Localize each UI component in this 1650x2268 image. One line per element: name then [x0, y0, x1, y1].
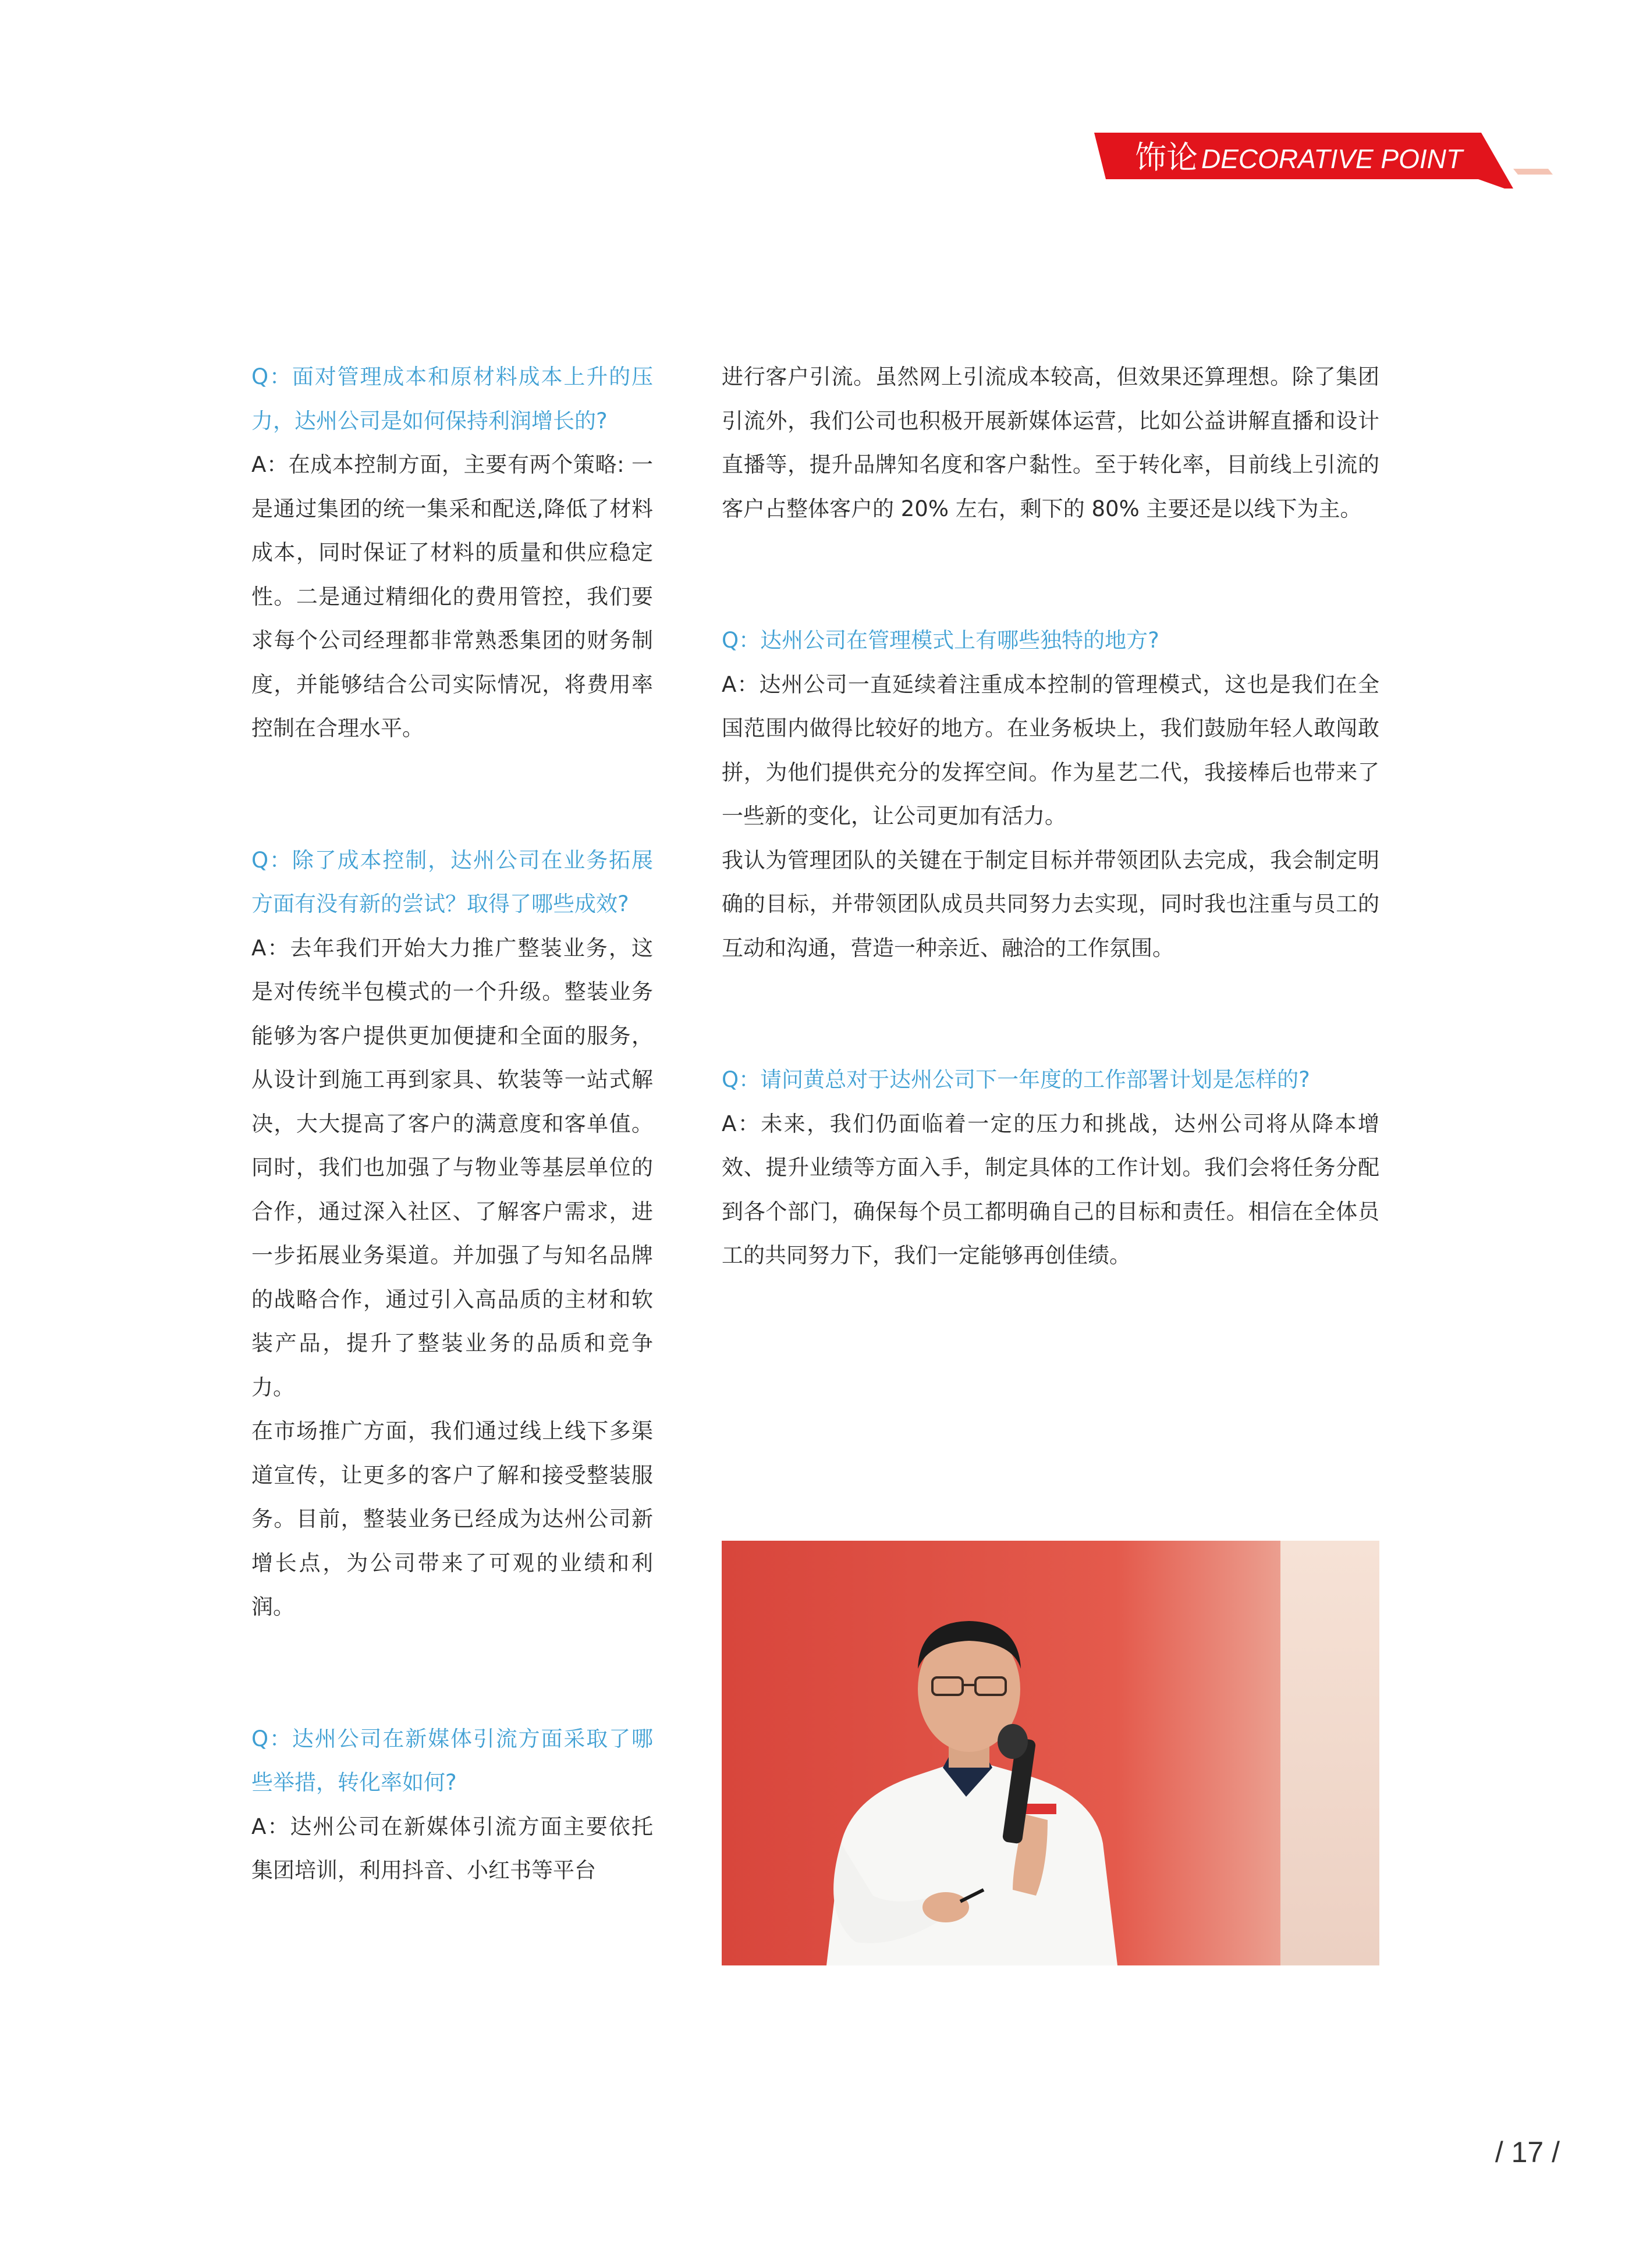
question-text: Q：除了成本控制，达州公司在业务拓展方面有没有新的尝试？取得了哪些成效? [251, 847, 653, 916]
answer-text: 在市场推广方面，我们通过线上线下多渠道宣传，让更多的客户了解和接受整装服务。目前，整装业务已经成为达州公司新增长点，为公司带来了可观的业绩和利润。 [251, 1419, 653, 1619]
page-number: / 17 / [1495, 2136, 1560, 2169]
question-text: Q：请问黄总对于达州公司下一年度的工作部署计划是怎样的? [722, 1067, 1310, 1092]
section-gap [251, 1629, 653, 1717]
section-title-en: DECORATIVE POINT [1201, 144, 1463, 174]
right-column [722, 355, 1379, 1278]
answer-text: 我认为管理团队的关键在于制定目标并带领团队去完成，我会制定明确的目标，并带领团队成员共同努力去实现，同时我也注重与员工的互动和沟通，营造一种亲近、融洽的工作氛围。 [722, 847, 1379, 961]
answer-text: A：达州公司一直延续着注重成本控制的管理模式，这也是我们在全国范围内做得比较好的地方。在业务板块上，我们鼓励年轻人敢闯敢拼，为他们提供充分的发挥空间。作为星艺二代，我接棒后也带来了一些新的变化，让公司更加有活力。 [722, 671, 1379, 829]
left-hand [922, 1892, 969, 1922]
answer-text: A：去年我们开始大力推广整装业务，这是对传统半包模式的一个升级。整装业务能够为客户提供更加便捷和全面的服务，从设计到施工再到家具、软装等一站式解决，大大提高了客户的满意度和客单值。同时，我们也加强了与物业等基层单位的合作，通过深入社区、了解客户需求，进一步拓展业务渠道。并加强了与知名品牌的战略合作，通过引入高品质的主材和软装产品，提升了整装业务的品质和竞争力。 [251, 935, 653, 1400]
banner-shadow [1513, 169, 1553, 175]
section-gap [722, 531, 1379, 618]
speaker-photo [722, 1541, 1379, 1965]
question-text: Q：面对管理成本和原材料成本上升的压力，达州公司是如何保持利润增长的? [251, 364, 653, 433]
answer-text: A：未来，我们仍面临着一定的压力和挑战，达州公司将从降本增效、提升业绩等方面入手，制定具体的工作计划。我们会将任务分配到各个部门，确保每个员工都明确自己的目标和责任。相信在全体员工的共同努力下，我们一定能够再创佳绩。 [722, 1111, 1379, 1268]
left-column [251, 355, 653, 1893]
microphone-head [998, 1724, 1028, 1759]
answer-text: A：在成本控制方面，主要有两个策略: 一是通过集团的统一集采和配送,降低了材料成本，同时保证了材料的质量和供应稳定性。二是通过精细化的费用管控，我们要求每个公司经理都非常熟悉集团的财务制度，并能够结合公司实际情况，将费用率控制在合理水平。 [251, 452, 653, 741]
section-gap [251, 751, 653, 838]
section-banner [1083, 133, 1560, 191]
side-wall [1280, 1541, 1379, 1965]
answer-text: 进行客户引流。虽然网上引流成本较高，但效果还算理想。除了集团引流外，我们公司也积极开展新媒体运营，比如公益讲解直播和设计直播等，提升品牌知名度和客户黏性。至于转化率，目前线上引流的客户占整体客户的 20% 左右，剩下的 80% 主要还是以线下为主。 [722, 364, 1379, 521]
answer-text: A：达州公司在新媒体引流方面主要依托集团培训，利用抖音、小红书等平台 [251, 1814, 653, 1883]
section-title [1135, 136, 1463, 179]
question-text: Q：达州公司在新媒体引流方面采取了哪些举措，转化率如何? [251, 1726, 653, 1795]
section-gap [722, 970, 1379, 1058]
speaker-illustration [722, 1541, 1379, 1965]
section-title-cn: 饰论 [1135, 139, 1198, 176]
question-text: Q：达州公司在管理模式上有哪些独特的地方? [722, 628, 1159, 653]
